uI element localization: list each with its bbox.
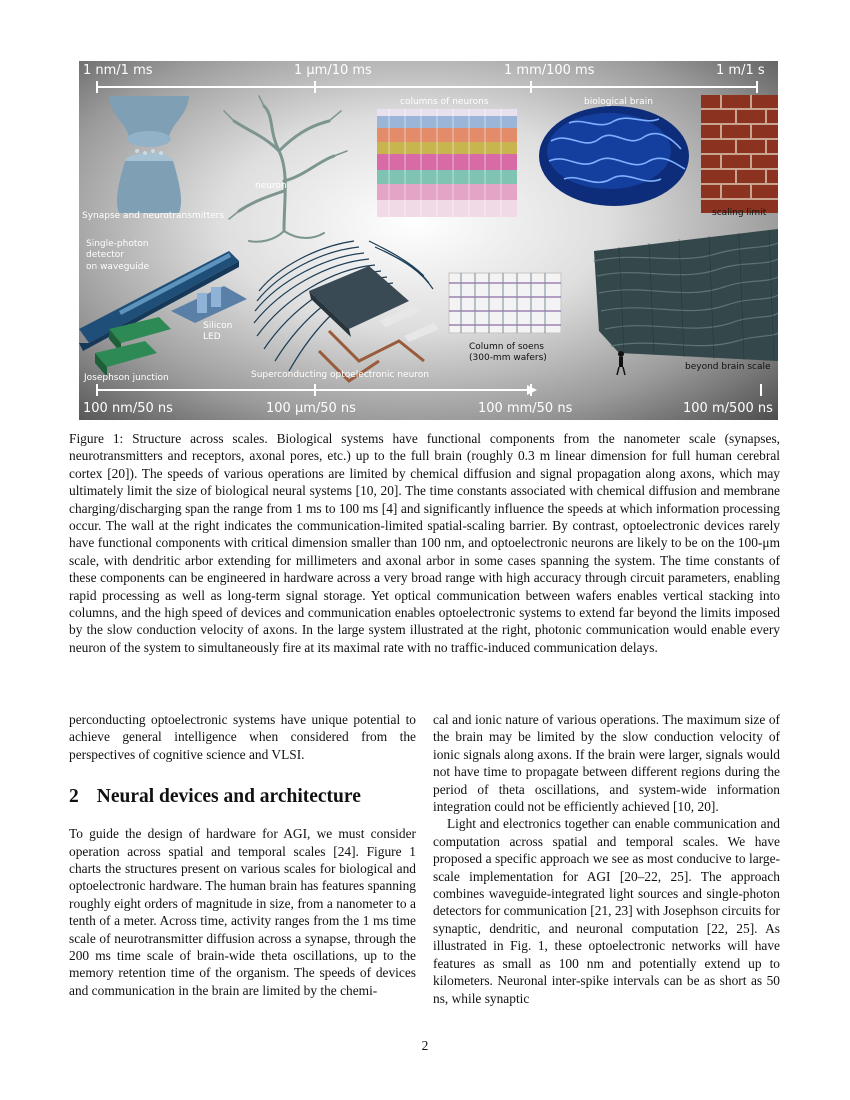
- paragraph: Light and electronics together can enable communication and computation across spatial and temporal scales. We have proposed a specific approach we see as most conducive to large-scale implementation for AGI [20–22, 25]. The approach combines waveguide-integrated light sources and single-photon detectors for communication [21, 23] with Josephson circuits for synaptic, dendritic, and neuronal computation [22, 25]. As illustrated in Fig. 1, these optoelectronic networks will have features as small as 100 nm and potentially extend up to kilometers. Neuronal inter-spike intervals can be as short as 50 ns, while synaptic: [433, 816, 780, 1006]
- scale-label-top-2: 1 μm/10 ms: [294, 63, 372, 78]
- biological-brain-illustration: [539, 106, 689, 206]
- label-columns-of-neurons: columns of neurons: [400, 97, 489, 107]
- page-number: 2: [421, 1038, 429, 1053]
- paragraph: To guide the design of hardware for AGI, we must consider operation across spatial and temporal scales [24]. Figure 1 charts the structures present on various scales for biological and optoelectronic hardware. The human brain has features spanning roughly eight orders of magnitude in size, from a nanometer to a tenth of a meter. Across time, activity ranges from the 1 ms time scale of neurotransmitter diffusion across a synapse, through the 200 ms time scale of brain-wide theta oscillations, up to the memory retention time of the organism. The speeds of devices and communication in the brain are limited by the chemi-: [69, 826, 416, 998]
- columns-of-neurons-illustration: [377, 109, 517, 217]
- figure-structure-across-scales: [79, 61, 778, 420]
- brick-wall-illustration: [701, 95, 778, 213]
- scale-label-bottom-1: 100 nm/50 ns: [83, 401, 173, 416]
- paragraph: cal and ionic nature of various operations. The maximum size of the brain may be limited by the slow conduction velocity of ionic signals along axons. If the brain were larger, signals would not have time to propagate between different regions during the period of theta oscillations, and system-wide information integration could not be efficiently achieved [10, 20].: [433, 712, 780, 815]
- label-silicon-led: Silicon LED: [203, 321, 233, 343]
- column-of-soens-illustration: [449, 273, 561, 333]
- label-scaling-limit: scaling limit: [712, 208, 767, 218]
- right-column: [433, 711, 780, 1007]
- scale-label-top-1: 1 nm/1 ms: [83, 63, 153, 78]
- label-optoelectronic-neuron: Superconducting optoelectronic neuron: [251, 370, 429, 380]
- section-heading: [69, 785, 416, 809]
- section-title: Neural devices and architecture: [96, 786, 361, 808]
- scale-label-top-4: 1 m/1 s: [716, 63, 765, 78]
- neuron-illustration: [224, 96, 347, 242]
- label-beyond-brain-scale: beyond brain scale: [685, 362, 771, 372]
- paragraph: perconducting optoelectronic systems have unique potential to achieve general intelligence when considered from the perspectives of cognitive science and VLSI.: [69, 712, 416, 762]
- scale-label-top-3: 1 mm/100 ms: [504, 63, 595, 78]
- label-column-of-soens: Column of soens (300-mm wafers): [469, 342, 547, 364]
- figure-illustration: [79, 61, 778, 420]
- figure-caption: Figure 1: Structure across scales. Biological systems have functional components from the nanometer scale (synapses, neurotransmitters and receptors, axonal pores, etc.) up to the full brain (roughly 0.3 m linear dimension for full human cerebral cortex [20]). The speeds of various operations are limited by chemical diffusion and signal propagation along axons, which may ultimately limit the size of biological neural systems [10, 20]. The time constants associated with chemical diffusion and membrane charging/discharging span the range from 1 ms to 100 ms [4] and significantly influence the speeds at which information processing occur. The wall at the right indicates the communication-limited spatial-scaling barrier. By contrast, optoelectronic devices rarely have functional components with critical dimension smaller than 100 nm, and optoelectronic neurons are likely to be on the 100-μm scale, with dendritic arbor extending for millimeters and axonal arbor in some cases spanning the system. The time constants of these components can be engineered in hardware across a very broad range with high accuracy through circuit parameters, enabling rapid processing as well as long-term signal storage. Yet optical communication between wafers enables vertical stacking into columns, and the high speed of devices and communication enables optoelectronic systems to extend far beyond the limits imposed by the slow conduction velocity of axons. In the large system illustrated at the right, photonic communication would enable every neuron of the system to simultaneously fire at its maximal rate with no traffic-induced communication delays.: [69, 431, 780, 655]
- beyond-brain-scale-illustration: [594, 229, 778, 375]
- scale-label-bottom-3: 100 mm/50 ns: [478, 401, 573, 416]
- label-neuron: neuron: [255, 181, 287, 191]
- section-number: 2: [69, 786, 79, 808]
- synapse-illustration: [109, 96, 189, 213]
- top-scale-axis: [97, 81, 757, 93]
- label-synapse: Synapse and neurotransmitters: [82, 211, 225, 221]
- bottom-scale-axis: [97, 384, 761, 396]
- scale-label-bottom-4: 100 m/500 ns: [683, 401, 773, 416]
- scale-label-bottom-2: 100 μm/50 ns: [266, 401, 356, 416]
- label-single-photon-detector: Single-photon detector on waveguide: [86, 239, 149, 272]
- left-column: [69, 711, 416, 999]
- label-biological-brain: biological brain: [584, 97, 653, 107]
- label-josephson-junction: Josephson junction: [84, 373, 169, 383]
- optoelectronic-neuron-illustration: [254, 241, 439, 381]
